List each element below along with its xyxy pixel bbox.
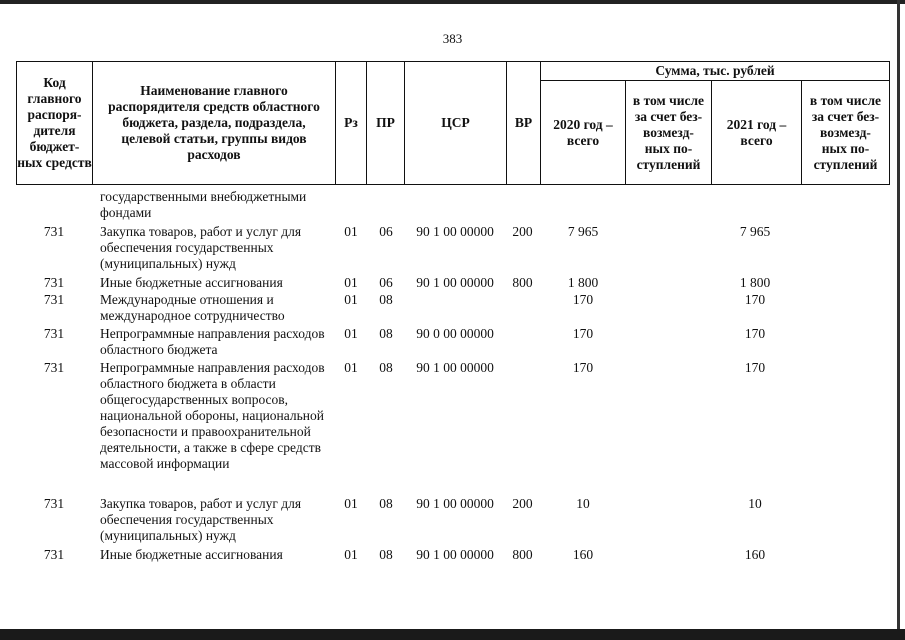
cell-sum-2020: 10 bbox=[576, 496, 590, 511]
cell-vr: 800 bbox=[512, 547, 533, 562]
cell-vr: 800 bbox=[512, 275, 533, 290]
cell-code: 731 bbox=[43, 360, 65, 375]
cell-sum-2021: 1 800 bbox=[739, 275, 771, 290]
header-code: Код главного распоря- дителя бюджет- ных средств bbox=[17, 75, 92, 170]
scan-right-edge bbox=[897, 0, 900, 640]
header-2020-total: 2020 год – всего bbox=[553, 116, 613, 148]
header-pr: ПР bbox=[376, 115, 395, 130]
header-name: Наименование главного распорядителя средств областного бюджета, раздела, подраздела, целевой статьи, группы видов расходов bbox=[108, 83, 320, 162]
cell-csr: 90 1 00 00000 bbox=[416, 224, 494, 239]
cell-sum-2020: 170 bbox=[572, 360, 594, 375]
cell-csr: 90 0 00 00000 bbox=[416, 326, 494, 341]
cell-name: Иные бюджетные ассигнования bbox=[100, 547, 283, 562]
table-header bbox=[16, 61, 890, 185]
cell-name: Закупка товаров, работ и услуг для обеспечения государственных (муниципальных) нужд bbox=[100, 496, 302, 543]
cell-code: 731 bbox=[43, 496, 65, 511]
header-2021-total: 2021 год – всего bbox=[726, 116, 787, 148]
cell-sum-2021: 170 bbox=[744, 326, 766, 341]
continuation-text: государственными внебюджетными фондами bbox=[100, 189, 307, 220]
cell-pr: 06 bbox=[379, 224, 393, 239]
cell-sum-2020: 160 bbox=[572, 547, 594, 562]
cell-code: 731 bbox=[43, 326, 65, 341]
cell-pr: 08 bbox=[379, 292, 393, 307]
cell-csr: 90 1 00 00000 bbox=[416, 547, 494, 562]
cell-csr: 90 1 00 00000 bbox=[416, 496, 494, 511]
cell-name: Непрограммные направления расходов областного бюджета bbox=[100, 326, 325, 357]
cell-sum-2021: 7 965 bbox=[739, 224, 771, 239]
cell-sum-2020: 1 800 bbox=[567, 275, 599, 290]
cell-name: Иные бюджетные ассигнования bbox=[100, 275, 283, 290]
cell-rz: 01 bbox=[344, 292, 358, 307]
cell-sum-2021: 10 bbox=[748, 496, 762, 511]
cell-name: Закупка товаров, работ и услуг для обеспечения государственных (муниципальных) нужд bbox=[100, 224, 302, 271]
cell-code: 731 bbox=[43, 547, 65, 562]
cell-sum-2020: 170 bbox=[572, 292, 594, 307]
cell-vr: 200 bbox=[512, 496, 533, 511]
cell-rz: 01 bbox=[344, 496, 358, 511]
cell-rz: 01 bbox=[344, 224, 358, 239]
cell-sum-2021: 160 bbox=[744, 547, 766, 562]
cell-pr: 08 bbox=[379, 360, 393, 375]
header-vr: ВР bbox=[514, 115, 533, 130]
cell-rz: 01 bbox=[344, 275, 358, 290]
cell-pr: 06 bbox=[379, 275, 393, 290]
scan-bottom-edge bbox=[0, 629, 905, 640]
cell-name: Непрограммные направления расходов областного бюджета в области общегосударственных вопросов, национальной обороны, национальной безопасности и правоохранительной деятельности, а также в сфере средств массовой информации bbox=[100, 360, 325, 471]
header-rz: Рз bbox=[344, 115, 358, 130]
cell-rz: 01 bbox=[344, 360, 358, 375]
cell-csr: 90 1 00 00000 bbox=[416, 275, 494, 290]
cell-code: 731 bbox=[43, 292, 65, 307]
cell-pr: 08 bbox=[379, 547, 393, 562]
cell-sum-2020: 170 bbox=[572, 326, 594, 341]
cell-pr: 08 bbox=[379, 496, 393, 511]
cell-rz: 01 bbox=[344, 326, 358, 341]
header-sum: Сумма, тыс. рублей bbox=[655, 63, 775, 78]
header-2020-grants: в том числе за счет без- возмезд- ных по- ступлений bbox=[632, 92, 705, 172]
page-number: 383 bbox=[442, 31, 463, 46]
header-2021-grants: в том числе за счет без- возмезд- ных по- ступлений bbox=[809, 92, 882, 172]
cell-name: Международные отношения и международное сотрудничество bbox=[100, 292, 285, 323]
cell-sum-2021: 170 bbox=[744, 360, 766, 375]
scan-top-edge bbox=[0, 0, 905, 4]
cell-csr: 90 1 00 00000 bbox=[416, 360, 494, 375]
header-csr: ЦСР bbox=[441, 115, 470, 130]
cell-pr: 08 bbox=[379, 326, 393, 341]
cell-code: 731 bbox=[43, 224, 65, 239]
cell-sum-2021: 170 bbox=[744, 292, 766, 307]
cell-sum-2020: 7 965 bbox=[567, 224, 599, 239]
cell-vr: 200 bbox=[512, 224, 533, 239]
cell-rz: 01 bbox=[344, 547, 358, 562]
cell-code: 731 bbox=[43, 275, 65, 290]
